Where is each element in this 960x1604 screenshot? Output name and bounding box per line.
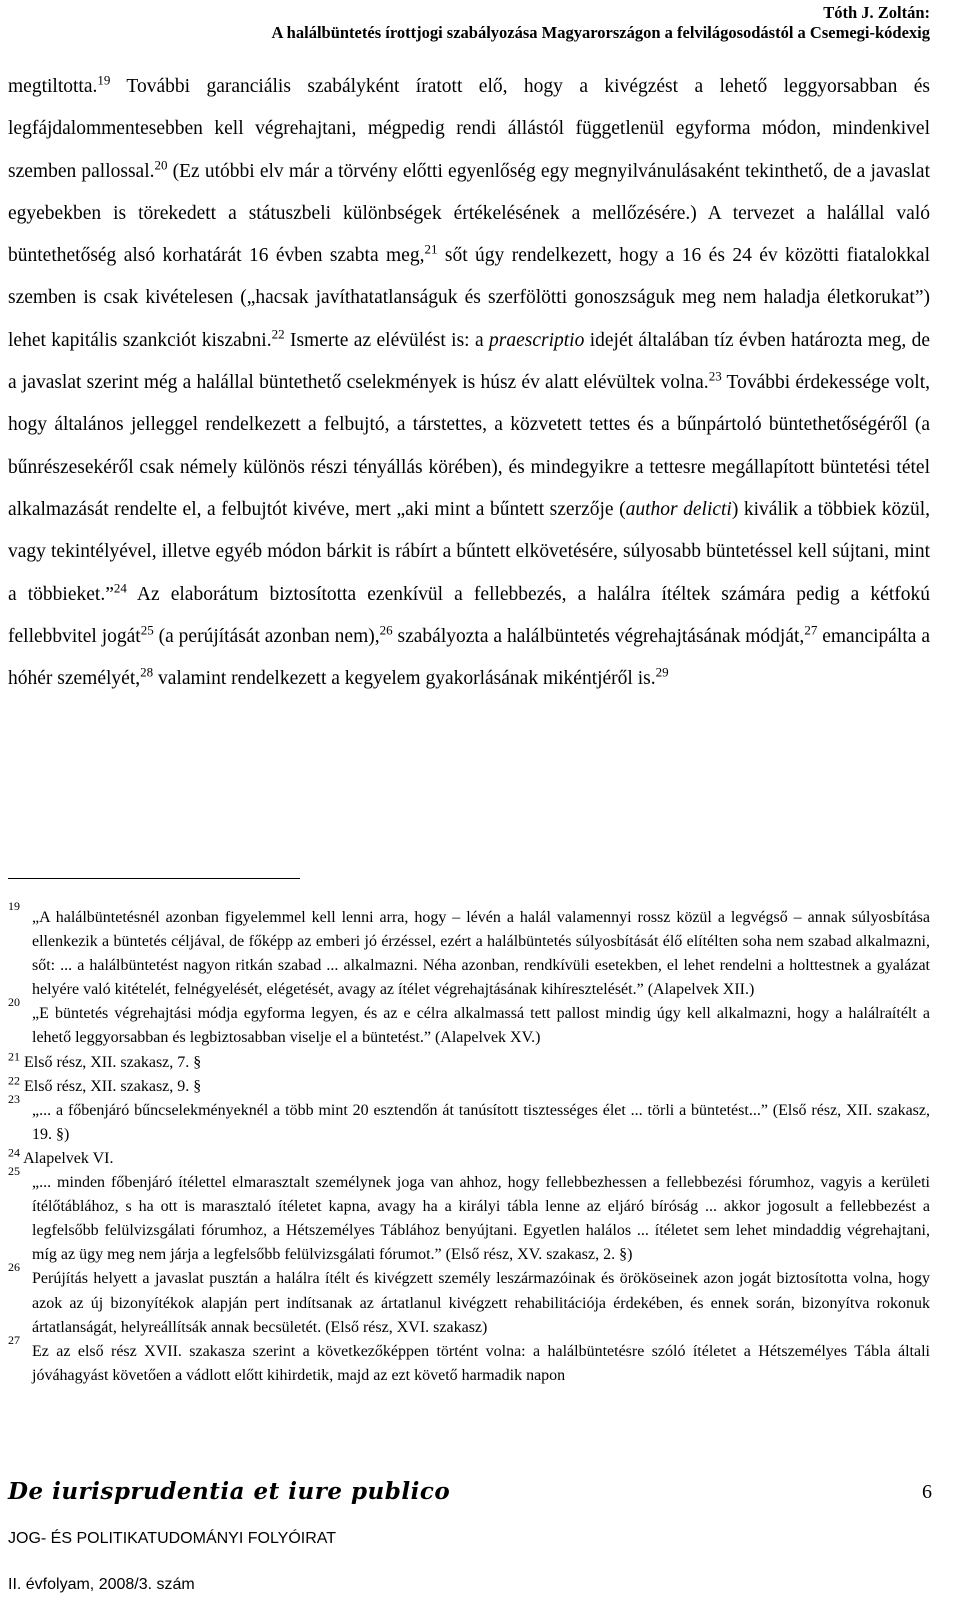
footnote-text: Ez az első rész XVII. szakasza szerint a következőképpen történt volna: a halálbüntetésre szóló ítéletet a Hétszemélyes Tábla általi jóváhagyást követően a vádlott előtt kihirdetik, majd az ezt követő harmadik napon: [32, 1342, 930, 1384]
footer-journal-name: JOG- ÉS POLITIKATUDOMÁNYI FOLYÓIRAT: [8, 1530, 337, 1547]
footnote-text: „E büntetés végrehajtási módja egyforma legyen, és az e célra alkalmassá tett pallost mindig úgy kell alkalmazni, hogy a halálraítélt a lehető leggyorsabban és legbiztosabban viselje el a büntetést.” (Alapelvek XV.): [32, 1005, 930, 1047]
text-run: sőt úgy rendelkezett, hogy a 16 és 24 év közötti fiatalokkal szemben is csak kivételesen („hacsak javíthatatlanságuk és szerfölötti gonoszságuk meg nem haladja életkorukat”) lehet kapitális szankciót kiszabni.: [8, 245, 930, 351]
footnote-21: [8, 1051, 930, 1075]
footnote-ref-21[interactable]: 21: [424, 241, 438, 257]
footnote-22: [8, 1075, 930, 1099]
footnote-number: 23: [8, 1091, 20, 1106]
footnote-number: 26: [8, 1260, 20, 1275]
footnote-ref-22[interactable]: 22: [271, 326, 285, 342]
footnote-ref-25[interactable]: 25: [140, 622, 154, 638]
footnote-25: [8, 1164, 930, 1267]
text-run: További érdekessége volt, hogy általános jelleggel rendelkezett a felbujtó, a társtettes, a közvetett tettes és a bűnpártoló büntethetőségéről (a bűnrészesekéről csak némely különös részi tényállás körében), és mindegyikre a tettesre megállapított büntetési tétel alkalmazását rendelte el, a felbujtót kivéve, mert „aki mint a bűntett szerzője (: [8, 372, 930, 520]
footnote-number: 21: [8, 1049, 20, 1064]
footnotes: [8, 899, 930, 1388]
footnote-text: Alapelvek VI.: [20, 1149, 114, 1167]
footnote-divider: [8, 878, 300, 879]
footer-journal-title: De iurisprudentia et iure publico: [8, 1478, 451, 1505]
footnote-27: [8, 1332, 930, 1388]
footnote-26: [8, 1260, 930, 1339]
footnote-text: Első rész, XII. szakasz, 9. §: [20, 1077, 202, 1095]
text-run: idejét általában tíz évben határozta meg, de a javaslat szerint még a halállal büntethető cselekmények is húsz év alatt elévültek volna.: [8, 329, 930, 394]
footnote-text: „... a főbenjáró bűncselekményeknél a több mint 20 esztendőn át tanúsított tisztességes élet ... törli a büntetést...” (Első rész, XII. szakasz, 19. §): [32, 1101, 930, 1143]
text-run: (a perújítását azonban nem),: [153, 625, 380, 647]
footnote-19: [8, 899, 930, 1002]
text-run: Az elaborátum biztosította ezenkívül a fellebbezés, a halálra ítéltek számára pedig a kétfokú fellebbvitel jogát: [8, 583, 931, 647]
footnote-ref-24[interactable]: 24: [113, 580, 127, 596]
footnote-number: 22: [8, 1073, 20, 1088]
footnote-ref-27[interactable]: 27: [804, 622, 818, 638]
footnote-text: Perújítás helyett a javaslat pusztán a halálra ítélt és kivégzett személy leszármazóinak és örököseinek azon jogát biztosította volna, hogy azok az új bizonyítékok alapján pert indítsanak az ártatlanul kivégzett rehabilitációja érdekében, és ennek során, bizonyítva rokonuk ártatlanságát, helyreállítsák annak becsületét. (Első rész, XVI. szakasz): [32, 1270, 930, 1336]
footnote-23: [8, 1091, 930, 1147]
footnote-ref-26[interactable]: 26: [379, 622, 393, 638]
footnote-20: [8, 995, 930, 1050]
header-author: Tóth J. Zoltán:: [823, 3, 930, 22]
running-header: [272, 3, 930, 43]
footnote-24: [8, 1147, 930, 1171]
text-run: (Ez utóbbi elv már a törvény előtti egyenlőség egy megnyilvánulásaként tekinthető, de a javaslat egyebekben is törekedett a státuszbeli különbségek értékelésének a mellőzésére.) A tervezet a halállal való büntethetőség alsó korhatárát 16 évben szabta meg,: [8, 160, 930, 267]
text-run: Ismerte az elévülést is: a: [284, 329, 489, 351]
text-run: valamint rendelkezett a kegyelem gyakorlásának mikéntjéről is.: [153, 668, 656, 690]
footnote-ref-28[interactable]: 28: [140, 664, 154, 680]
italic-term: praescriptio: [489, 329, 585, 351]
text-run: szabályozta a halálbüntetés végrehajtásának módját,: [392, 625, 805, 647]
footnote-text: „... minden főbenjáró ítélettel elmarasztalt személynek joga van ahhoz, hogy fellebbezhessen a fellebbezési fórumhoz, vagyis a kerületi ítélőtáblához, s ha ott is marasztaló ítéletet kapna, avagy ha a királyi tábla lenne az eljáró bíróság ... akkor jogosult a fellebbezést a legfelsőbb felülvizsgálati fórumhoz, a Hétszemélyes Táblához benyújtani. Egyetlen halálos ... ítéletet sem lehet mindaddig végrehajtani, míg az ügy meg nem járja a legfelsőbb felülvizsgálati fórumot.” (Első rész, XV. szakasz, 2. §): [32, 1174, 930, 1264]
footnote-ref-23[interactable]: 23: [708, 368, 722, 384]
footnote-number: 24: [8, 1145, 20, 1160]
italic-term: author delicti: [625, 498, 732, 520]
footnote-text: „A halálbüntetésnél azonban figyelemmel kell lenni arra, hogy – lévén a halál valamennyi rossz közül a legvégső – annak súlyosbítása ellenkezik a büntetés céljával, de főképp az emberi jó érzéssel, ezért a halálbüntetés súlyosbítását élő elítélten soha nem szabad alkalmazni, sőt: ... a halálbüntetést nagyon ritkán szabad ... alkalmazni. Néha azonban, rendkívüli esetekben, el lehet rendelni a holttestnek a gyalázat helyére való kitételét, felnégyelését, elégetését, avagy az ítélet végrehajtásának kihíresztelését.” (Alapelvek XII.): [32, 909, 930, 999]
text-run: További garanciális szabályként íratott elő, hogy a kivégzést a lehető leggyorsabban és legfájdalommentesebben kell végrehajtani, mégpedig rendi állástól függetlenül egyforma módon, mindenkivel szemben pallossal.: [8, 76, 930, 182]
footnote-ref-20[interactable]: 20: [154, 157, 168, 173]
footnote-number: 19: [8, 899, 20, 913]
footnote-number: 25: [8, 1164, 20, 1179]
footer-issue: II. évfolyam, 2008/3. szám: [8, 1576, 195, 1593]
footnote-ref-19[interactable]: 19: [97, 72, 111, 88]
footnote-number: 20: [8, 995, 20, 1010]
text-run: emancipálta a hóhér személyét,: [8, 625, 930, 690]
text-run: ) kiválik a többiek közül, vagy tekintélyével, illetve egyéb módon bárkit is rábírt a bűntett elkövetésére, súlyosabb büntetéssel kell sújtani, mint a többieket.”: [8, 498, 930, 605]
header-title: A halálbüntetés írottjogi szabályozása Magyarországon a felvilágosodástól a Csemegi-kódexig: [271, 23, 930, 42]
text-run: megtiltotta.: [8, 76, 98, 97]
footnote-text: Első rész, XII. szakasz, 7. §: [20, 1053, 202, 1071]
page-number: 6: [922, 1481, 932, 1503]
footnote-number: 27: [8, 1332, 20, 1347]
footnote-ref-29[interactable]: 29: [655, 664, 669, 680]
main-paragraph: [8, 66, 930, 700]
